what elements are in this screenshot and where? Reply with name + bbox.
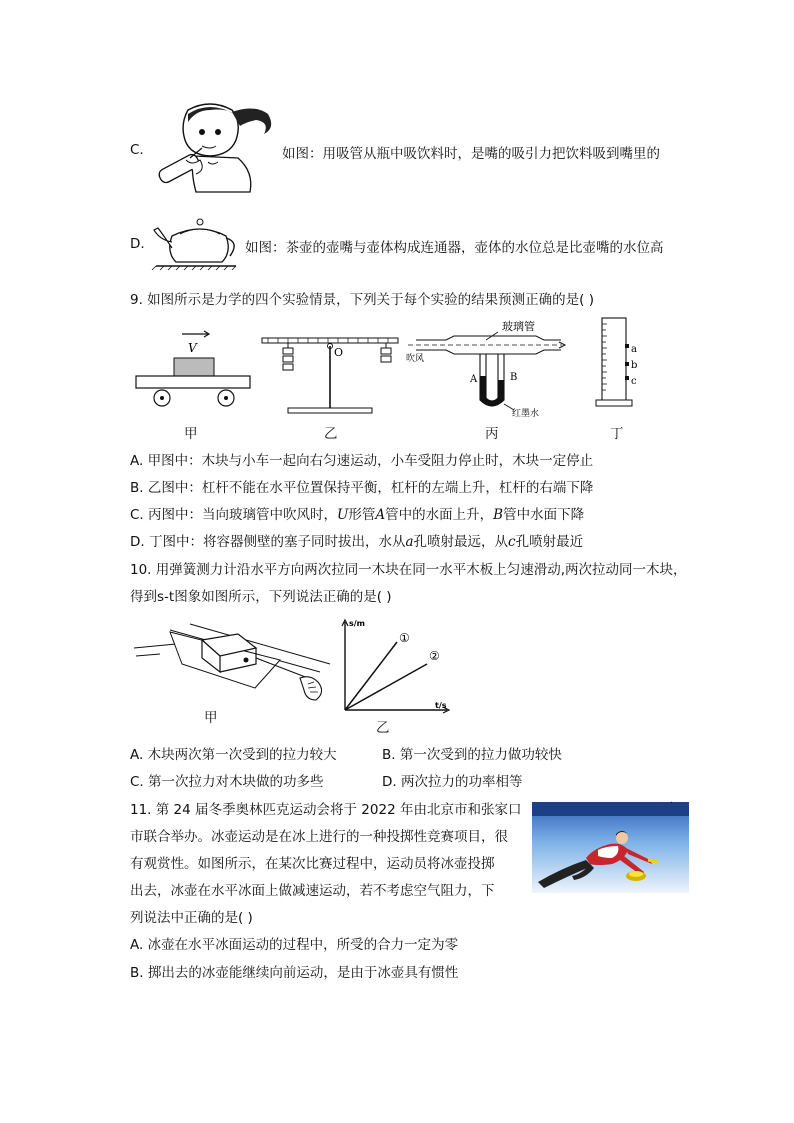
- hole-a-label: a: [631, 344, 637, 355]
- q10-option-a: A. 木块两次第一次受到的拉力较大: [130, 747, 337, 763]
- y-axis-label: s/m: [349, 619, 366, 628]
- q11-stem-line4: 出去，冰壶在水平冰面上做减速运动，若不考虑空气阻力，下: [130, 883, 495, 899]
- q9-caption-yi: 乙: [324, 426, 338, 442]
- q9-figure-bing-u-tube: [406, 318, 571, 422]
- red-ink-label: 红墨水: [512, 409, 540, 419]
- q10-figure-yi-st-graph: [335, 616, 455, 716]
- q9-figure-yi-lever: [258, 332, 403, 422]
- q9-option-b: B. 乙图中：杠杆不能在水平位置保持平衡，杠杆的左端上升，杠杆的右端下降: [130, 480, 594, 496]
- q9-caption-jia: 甲: [184, 426, 198, 442]
- q11-stem-line5: 列说法中正确的是( ): [130, 910, 253, 926]
- option-d-label: D.: [130, 236, 145, 252]
- line-2-label: ②: [429, 649, 440, 663]
- girl-drinking-image: [150, 100, 280, 195]
- x-axis-label: t/s: [435, 701, 447, 710]
- q9-option-a: A. 甲图中：木块与小车一起向右匀速运动，小车受阻力停止时，木块一定停止: [130, 453, 594, 469]
- q10-caption-jia: 甲: [204, 710, 218, 726]
- q10-stem-line2: 得到s-t图象如图所示，下列说法正确的是( ): [130, 589, 392, 605]
- q11-stem-line3: 有观赏性。如图所示，在某次比赛过程中，运动员将冰壶投掷: [130, 856, 495, 872]
- q11-option-b: B. 掷出去的冰壶能继续向前运动，是由于冰壶具有惯性: [130, 965, 459, 981]
- option-d-text: 如图：茶壶的壶嘴与壶体构成连通器，壶体的水位总是比壶嘴的水位高: [245, 240, 664, 256]
- blow-air-label: 吹风: [406, 354, 425, 364]
- q11-option-a: A. 冰壶在水平冰面运动的过程中，所受的合力一定为零: [130, 937, 459, 953]
- q10-caption-yi: 乙: [376, 720, 390, 736]
- option-c-text: 如图：用吸管从瓶中吸饮料时，是嘴的吸引力把饮料吸到嘴里的: [282, 146, 660, 162]
- curling-photo: [532, 802, 689, 893]
- hole-b-label: b: [631, 360, 638, 371]
- q10-option-b: B. 第一次受到的拉力做功较快: [382, 747, 562, 763]
- q10-figure-jia-block: [130, 620, 340, 710]
- q9-option-c: C. 丙图中：当向玻璃管中吹风时，U形管A管中的水面上升，B管中水面下降: [130, 507, 585, 523]
- q9-caption-ding: 丁: [610, 426, 624, 442]
- option-c-label: C.: [130, 142, 144, 158]
- glass-tube-label: 玻璃管: [502, 320, 535, 333]
- q10-stem-line1: 10. 用弹簧测力计沿水平方向两次拉同一木块在同一水平木板上匀速滑动,两次拉动同一木块，: [130, 562, 687, 578]
- q10-option-d: D. 两次拉力的功率相等: [382, 774, 523, 790]
- q9-figure-ding-container: [590, 314, 642, 410]
- velocity-label: V: [188, 341, 197, 355]
- tube-b-label: B: [510, 372, 518, 383]
- q9-figure-jia-cart: [130, 330, 255, 412]
- q9-stem: 9. 如图所示是力学的四个实验情景，下列关于每个实验的结果预测正确的是( ): [130, 292, 594, 308]
- q11-stem-line1: 11. 第 24 届冬季奥林匹克运动会将于 2022 年由北京市和张家口: [130, 802, 522, 818]
- q9-caption-bing: 丙: [485, 426, 499, 442]
- hole-c-label: c: [631, 376, 637, 387]
- tube-a-label: A: [470, 374, 478, 385]
- q11-stem-line2: 市联合举办。冰壶运动是在冰上进行的一种投掷性竞赛项目，很: [130, 829, 508, 845]
- line-1-label: ①: [399, 631, 410, 645]
- pivot-label: O: [334, 346, 344, 359]
- teapot-image: [150, 214, 240, 270]
- q9-option-d: D. 丁图中：将容器侧壁的塞子同时拔出，水从a孔喷射最远，从c孔喷射最近: [130, 534, 584, 550]
- q10-option-c: C. 第一次拉力对木块做的功多些: [130, 774, 324, 790]
